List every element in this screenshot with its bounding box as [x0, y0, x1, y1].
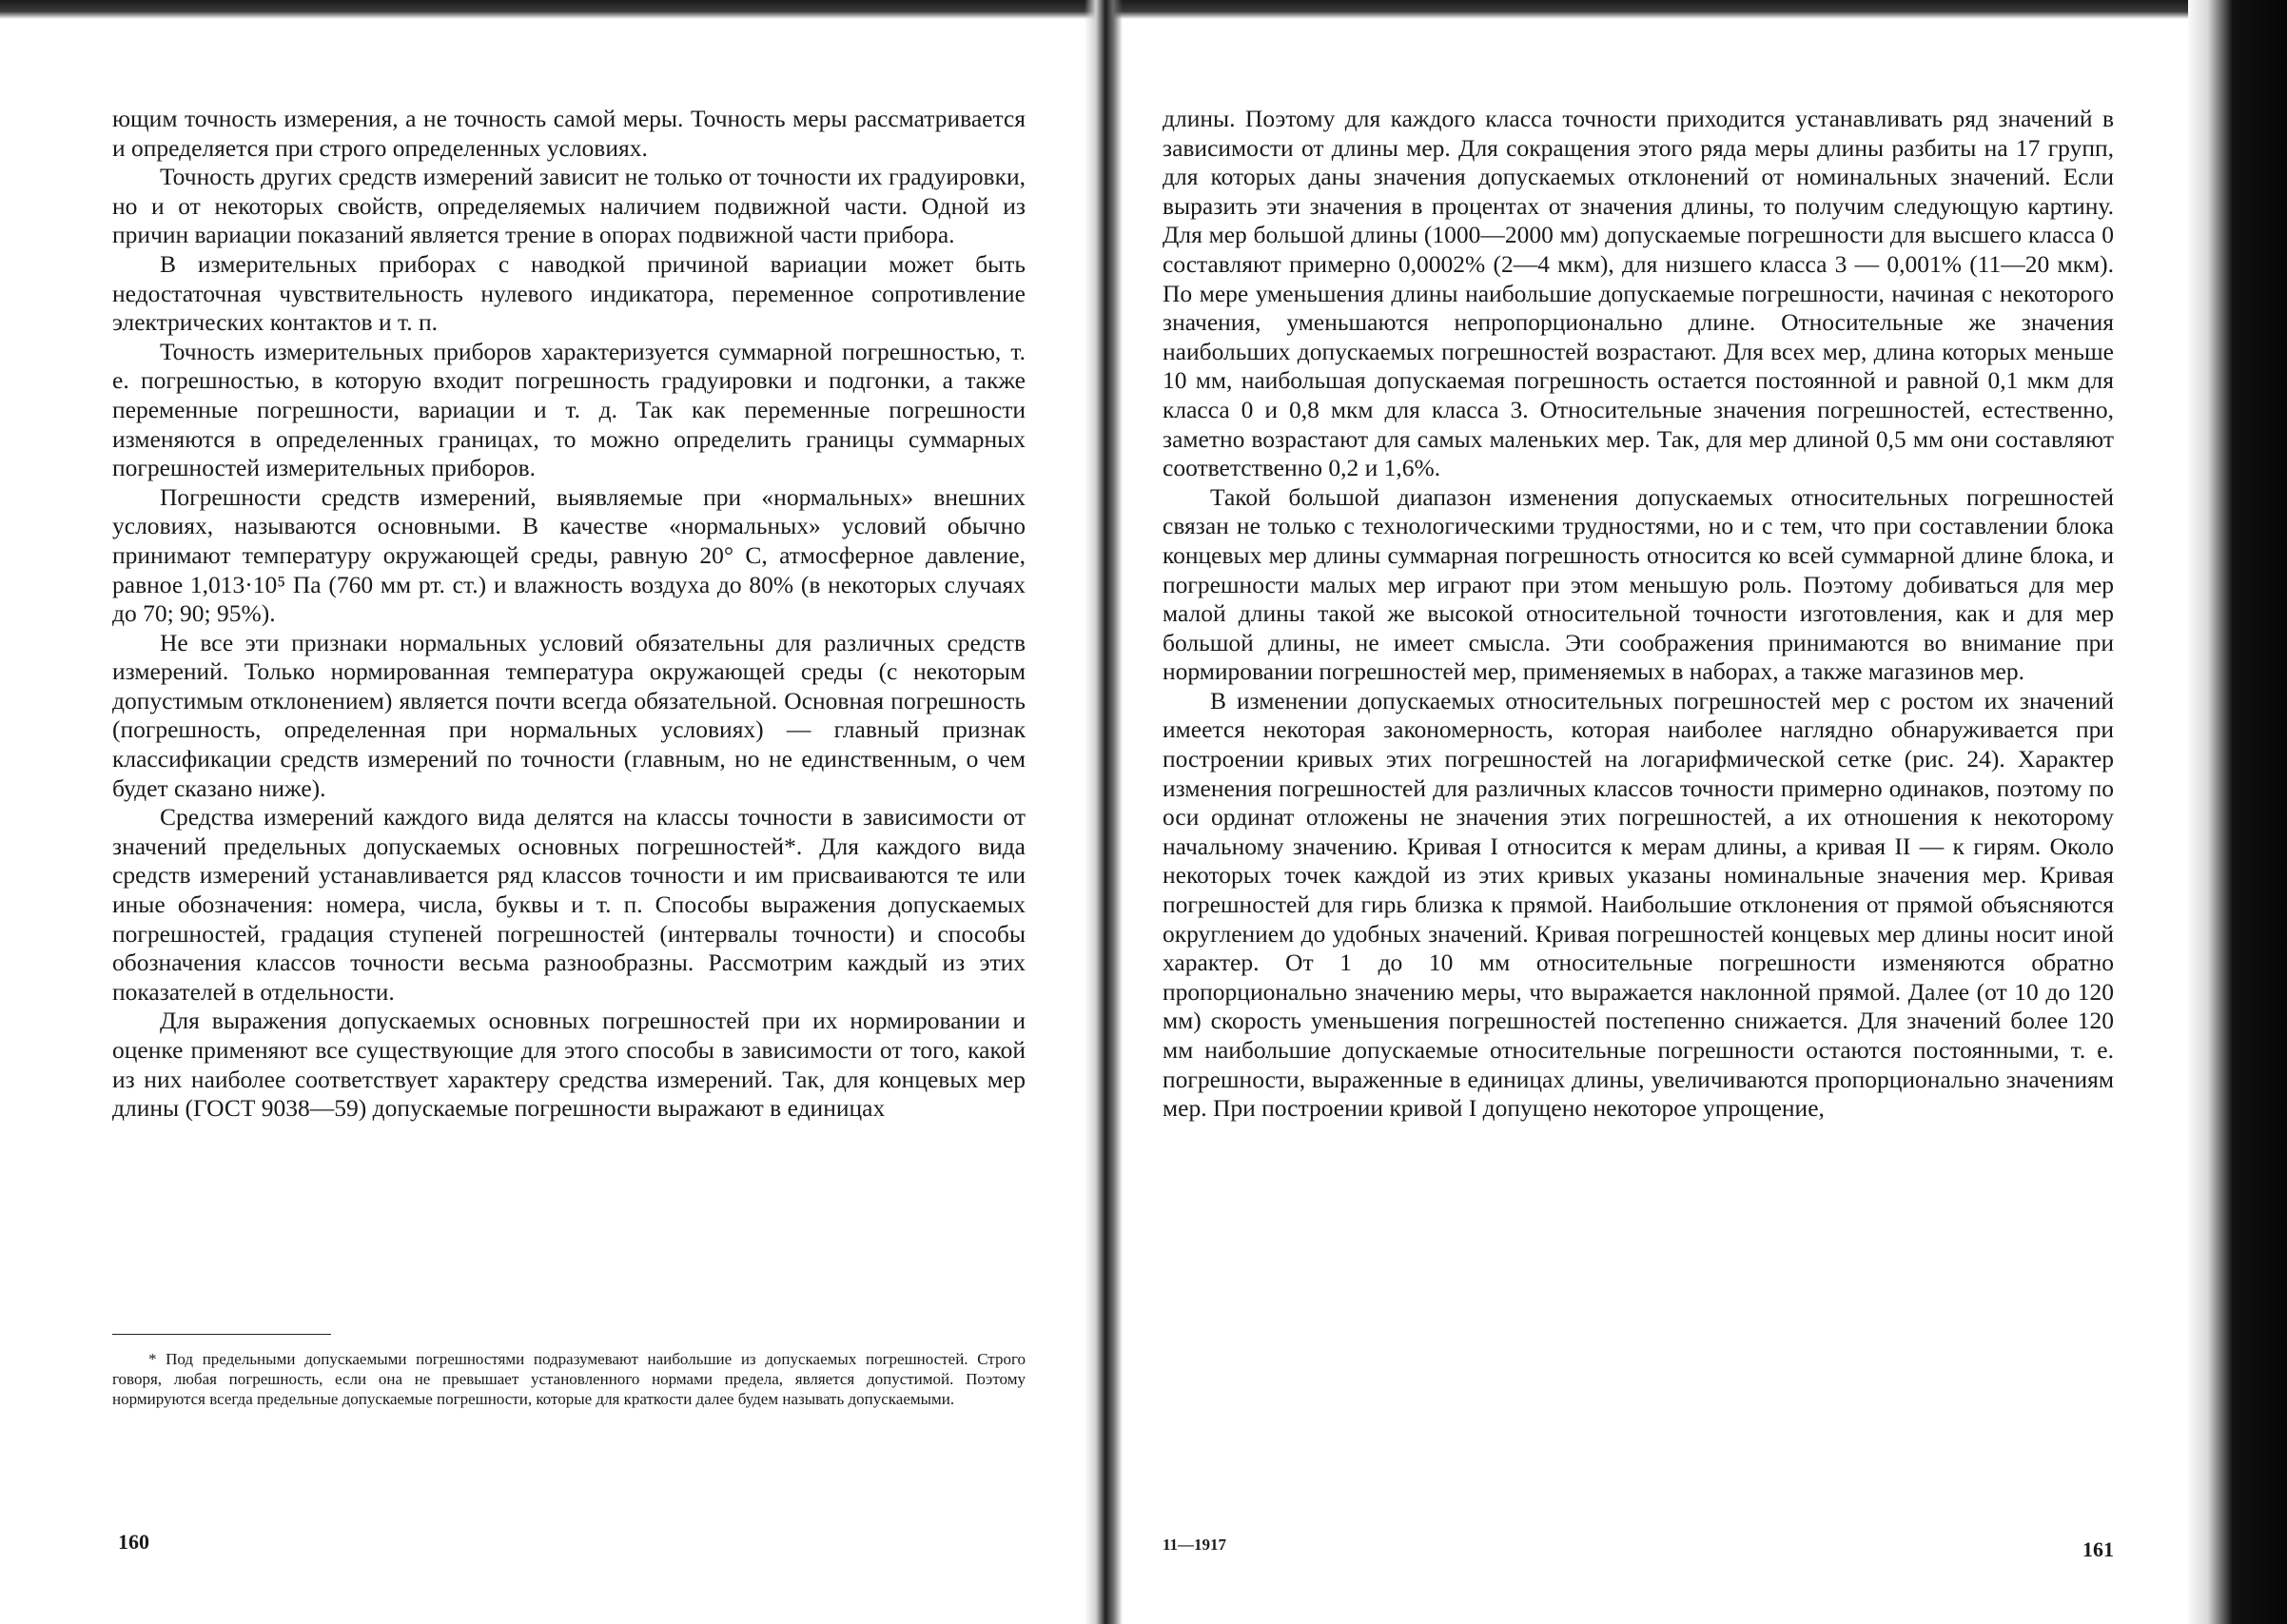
book-gutter	[1085, 0, 1123, 1624]
right-paragraph-3: В изменении допускаемых относительных погрешностей мер с ростом их значений имеется некоторая закономерность, которая наиболее наглядно обнаруживается при построении кривых этих погрешностей на логарифмической сетке (рис. 24). Характер изменения погрешностей для различных классов точности примерно одинаков, поэтому по оси ординат отложены не значения этих погрешностей, а их отношения к некоторому начальному значению. Кривая I относится к мерам длины, а кривая II — к гирям. Около некоторых точек каждой из этих кривых указаны номинальные значения мер. Кривая погрешностей для гирь близка к прямой. Наибольшие отклонения от прямой объясняются округлением до удобных значений. Кривая погрешностей концевых мер длины носит иной характер. От 1 до 10 мм относительные погрешности изменяются обратно пропорционально значению меры, что выражается наклонной прямой. Далее (от 10 до 120 мм) скорость уменьшения погрешностей постепенно снижается. Для значений более 120 мм наибольшие допускаемые относительные погрешности остаются постоянными, т. е. погрешности, выраженные в единицах длины, увеличиваются пропорционально значениям мер. При построении кривой I допущено некоторое упрощение,	[1163, 686, 2114, 1123]
footnote-divider	[112, 1334, 331, 1335]
left-page	[112, 105, 1026, 1554]
page-number-left: 160	[118, 1530, 149, 1554]
left-paragraph-8: Для выражения допускаемых основных погрешностей при их нормировании и оценке применяют все существующие для этого способы в зависимости от того, какой из них наиболее соответствует характеру средства измерений. Так, для концевых мер длины (ГОСТ 9038—59) допускаемые погрешности выражают в единицах	[112, 1007, 1026, 1123]
left-paragraph-6: Не все эти признаки нормальных условий обязательны для различных средств измерений. Только нормированная температура окружающей среды (с некоторым допустимым отклонением) является почти всегда обязательной. Основная погрешность (погрешность, определенная при нормальных условиях) — главный признак классификации средств измерений по точности (главным, но не единственным, о чем будет сказано ниже).	[112, 628, 1026, 802]
page-number-right: 161	[2082, 1537, 2114, 1561]
right-paragraph-1: длины. Поэтому для каждого класса точности приходится устанавливать ряд значений в зависимости от длины мер. Для сокращения этого ряда меры длины разбиты на 17 групп, для которых даны значения допускаемых отклонений от номинальных значений. Если выразить эти значения в процентах от значения длины, то получим следующую картину. Для мер большой длины (1000—2000 мм) допускаемые погрешности для высшего класса 0 составляют примерно 0,0002% (2—4 мкм), для низшего класса 3 — 0,001% (11—20 мкм). По мере уменьшения длины наибольшие допускаемые погрешности, начиная с некоторого значения, уменьшаются непропорционально длине. Относительные же значения наибольших допускаемых погрешностей возрастают. Для всех мер, длина которых меньше 10 мм, наибольшая допускаемая погрешность остается постоянной и равной 0,1 мкм для класса 0 и 0,8 мкм для класса 3. Относительные значения погрешностей, естественно, заметно возрастают для самых маленьких мер. Так, для мер длиной 0,5 мм они составляют соответственно 0,2 и 1,6%.	[1163, 105, 2114, 482]
printer-signature: 11—1917	[1163, 1536, 1227, 1554]
left-paragraph-4: Точность измерительных приборов характеризуется суммарной погрешностью, т. е. погрешностью, в которую входит погрешность градуировки и подгонки, а также переменные погрешности, вариации и т. д. Так как переменные погрешности изменяются в определенных границах, то можно определить границы суммарных погрешностей измерительных приборов.	[112, 337, 1026, 482]
right-page	[1163, 105, 2114, 1561]
left-paragraph-7: Средства измерений каждого вида делятся на классы точности в зависимости от значений предельных допускаемых основных погрешностей*. Для каждого вида средств измерений устанавливается ряд классов точности и им присваиваются те или иные обозначения: номера, числа, буквы и т. п. Способы выражения допускаемых погрешностей, градация ступеней погрешностей (интервалы точности) и способы обозначения классов точности весьма разнообразны. Рассмотрим каждый из этих показателей в отдельности.	[112, 803, 1026, 1006]
scan-top-edge	[0, 0, 2287, 19]
left-paragraph-3: В измерительных приборах с наводкой причиной вариации может быть недостаточная чувствительность нулевого индикатора, переменное сопротивление электрических контактов и т. п.	[112, 249, 1026, 337]
footnote: * Под предельными допускаемыми погрешностями подразумевают наибольшие из допускаемых погрешностей. Строго говоря, любая погрешность, если она не превышает установленного нормами предела, является допустимой. Поэтому нормируются всегда предельные допускаемые погрешности, которые для краткости далее будем называть допускаемыми.	[112, 1350, 1026, 1408]
scan-right-edge	[2188, 0, 2287, 1624]
left-paragraph-5: Погрешности средств измерений, выявляемые при «нормальных» внешних условиях, называются основными. В качестве «нормальных» условий обычно принимают температуру окружающей среды, равную 20° С, атмосферное давление, равное 1,013·10⁵ Па (760 мм рт. ст.) и влажность воздуха до 80% (в некоторых случаях до 70; 90; 95%).	[112, 482, 1026, 628]
left-paragraph-2: Точность других средств измерений зависит не только от точности их градуировки, но и от некоторых свойств, определяемых наличием подвижной части. Одной из причин вариации показаний является трение в опорах подвижной части прибора.	[112, 163, 1026, 249]
left-paragraph-1: ющим точность измерения, а не точность самой меры. Точность меры рассматривается и определяется при строго определенных условиях.	[112, 105, 1026, 162]
right-paragraph-2: Такой большой диапазон изменения допускаемых относительных погрешностей связан не только с технологическими трудностями, но и с тем, что при составлении блока концевых мер длины суммарная погрешность относится ко всей суммарной длине блока, и погрешности малых мер играют при этом меньшую роль. Поэтому добиваться для мер малой длины такой же высокой относительной точности изготовления, как и для мер большой длины, не имеет смысла. Эти соображения принимаются во внимание при нормировании погрешностей мер, применяемых в наборах, а также магазинов мер.	[1163, 482, 2114, 686]
